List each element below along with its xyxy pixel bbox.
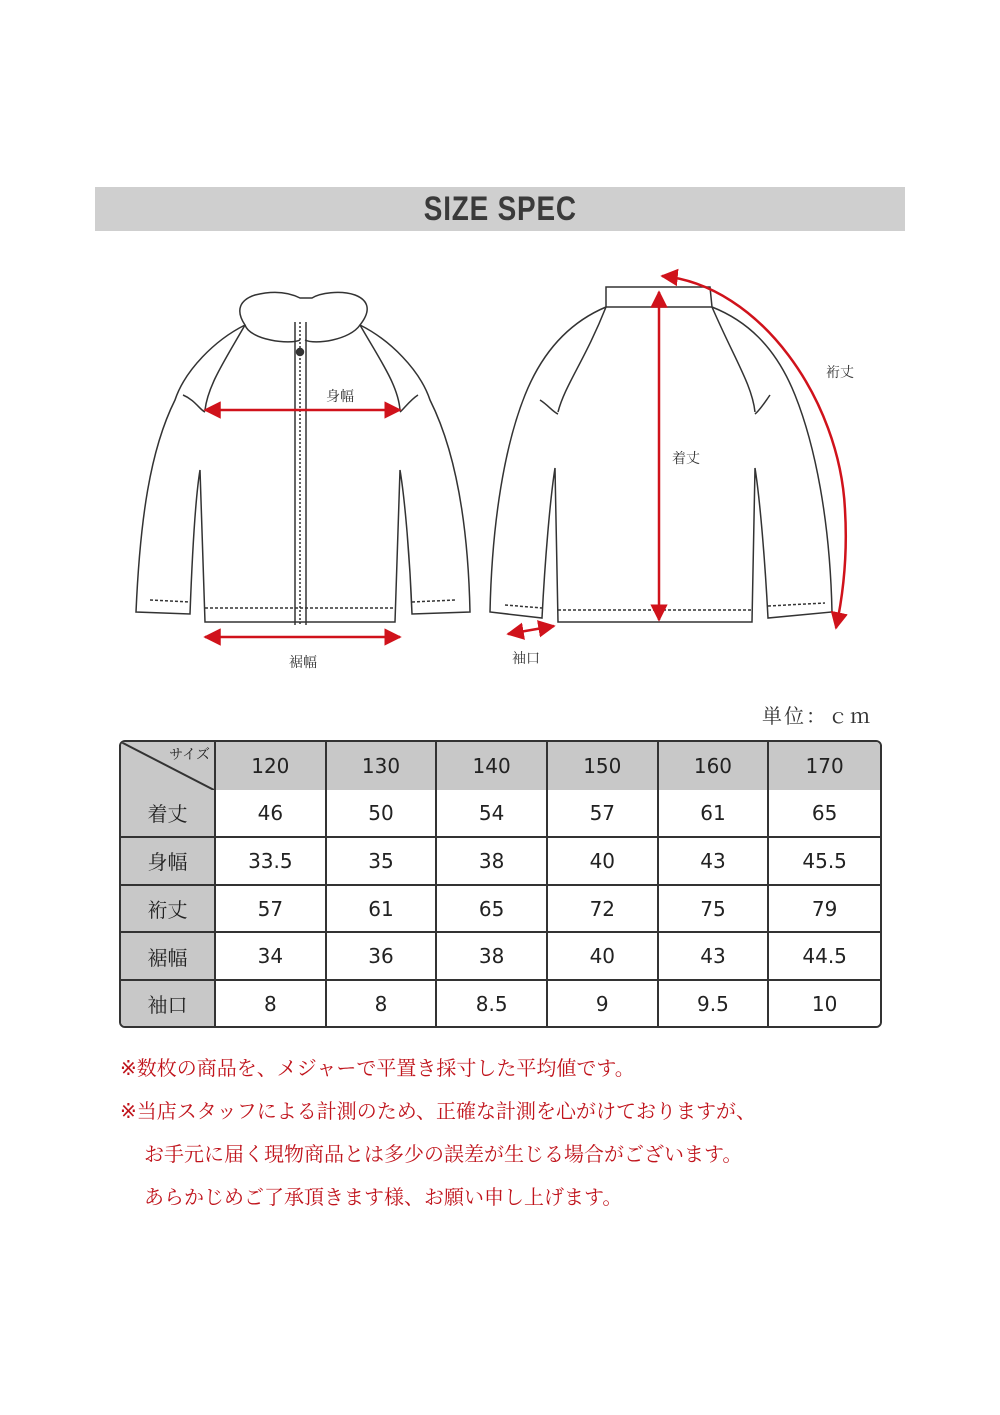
table-cell: 61	[327, 886, 438, 934]
table-cell: 43	[659, 933, 770, 981]
row-label: 身幅	[121, 838, 216, 886]
unit-label: 単位：ｃｍ	[762, 704, 872, 728]
notes	[120, 1047, 756, 1219]
table-row	[121, 790, 880, 838]
front-jacket	[136, 292, 470, 625]
note-line: ※当店スタッフによる計測のため、正確な計測を心がけておりますが、	[120, 1099, 756, 1123]
table-row	[121, 838, 880, 886]
table-cell: 35	[327, 838, 438, 886]
label-yukitake: 裄丈	[826, 365, 854, 381]
table-cell: 72	[548, 886, 659, 934]
table-cell: 34	[216, 933, 327, 981]
label-sodeguchi: 袖口	[512, 651, 540, 667]
row-label: 裄丈	[121, 886, 216, 934]
table-cell: 38	[437, 933, 548, 981]
table-cell: 8	[216, 981, 327, 1026]
table-cell: 33.5	[216, 838, 327, 886]
table-cell: 65	[437, 886, 548, 934]
table-cell: 10	[769, 981, 880, 1026]
table-cell: 54	[437, 790, 548, 838]
table-cell: 8	[327, 981, 438, 1026]
table-header-row	[121, 742, 880, 790]
table-cell: 38	[437, 838, 548, 886]
garment-illustration	[0, 240, 1000, 690]
table-cell: 65	[769, 790, 880, 838]
corner-label: サイズ	[169, 747, 210, 763]
label-mihaba: 身幅	[326, 389, 354, 405]
table-cell: 44.5	[769, 933, 880, 981]
table-cell: 9	[548, 981, 659, 1026]
sodeguchi-arrow	[508, 626, 554, 634]
label-kitake: 着丈	[672, 451, 700, 467]
table-cell: 43	[659, 838, 770, 886]
table-cell: 45.5	[769, 838, 880, 886]
table-row	[121, 933, 880, 981]
note-line: あらかじめご了承頂きます様、お願い申し上げます。	[144, 1185, 623, 1209]
table-row	[121, 981, 880, 1026]
table-cell: 9.5	[659, 981, 770, 1026]
label-susohaba: 裾幅	[289, 655, 317, 671]
back-jacket	[490, 287, 832, 622]
table-cell: 40	[548, 838, 659, 886]
page-title: SIZE SPEC	[423, 189, 577, 228]
size-header: 170	[769, 742, 880, 790]
note-line: ※数枚の商品を、メジャーで平置き採寸した平均値です。	[120, 1056, 635, 1080]
size-header: 130	[327, 742, 438, 790]
table-cell: 8.5	[437, 981, 548, 1026]
table-cell: 57	[216, 886, 327, 934]
table-cell: 75	[659, 886, 770, 934]
table-cell: 40	[548, 933, 659, 981]
table-row	[121, 886, 880, 934]
row-label: 袖口	[121, 981, 216, 1026]
corner-cell	[121, 742, 216, 790]
size-header: 160	[659, 742, 770, 790]
size-header: 120	[216, 742, 327, 790]
size-header: 150	[548, 742, 659, 790]
table-cell: 57	[548, 790, 659, 838]
row-label: 着丈	[121, 790, 216, 838]
table-cell: 36	[327, 933, 438, 981]
size-header: 140	[437, 742, 548, 790]
note-line: お手元に届く現物商品とは多少の誤差が生じる場合がございます。	[144, 1142, 743, 1166]
title-bar	[95, 187, 905, 231]
table-cell: 61	[659, 790, 770, 838]
table-cell: 79	[769, 886, 880, 934]
table-cell: 50	[327, 790, 438, 838]
row-label: 裾幅	[121, 933, 216, 981]
size-table	[119, 740, 882, 1028]
table-cell: 46	[216, 790, 327, 838]
